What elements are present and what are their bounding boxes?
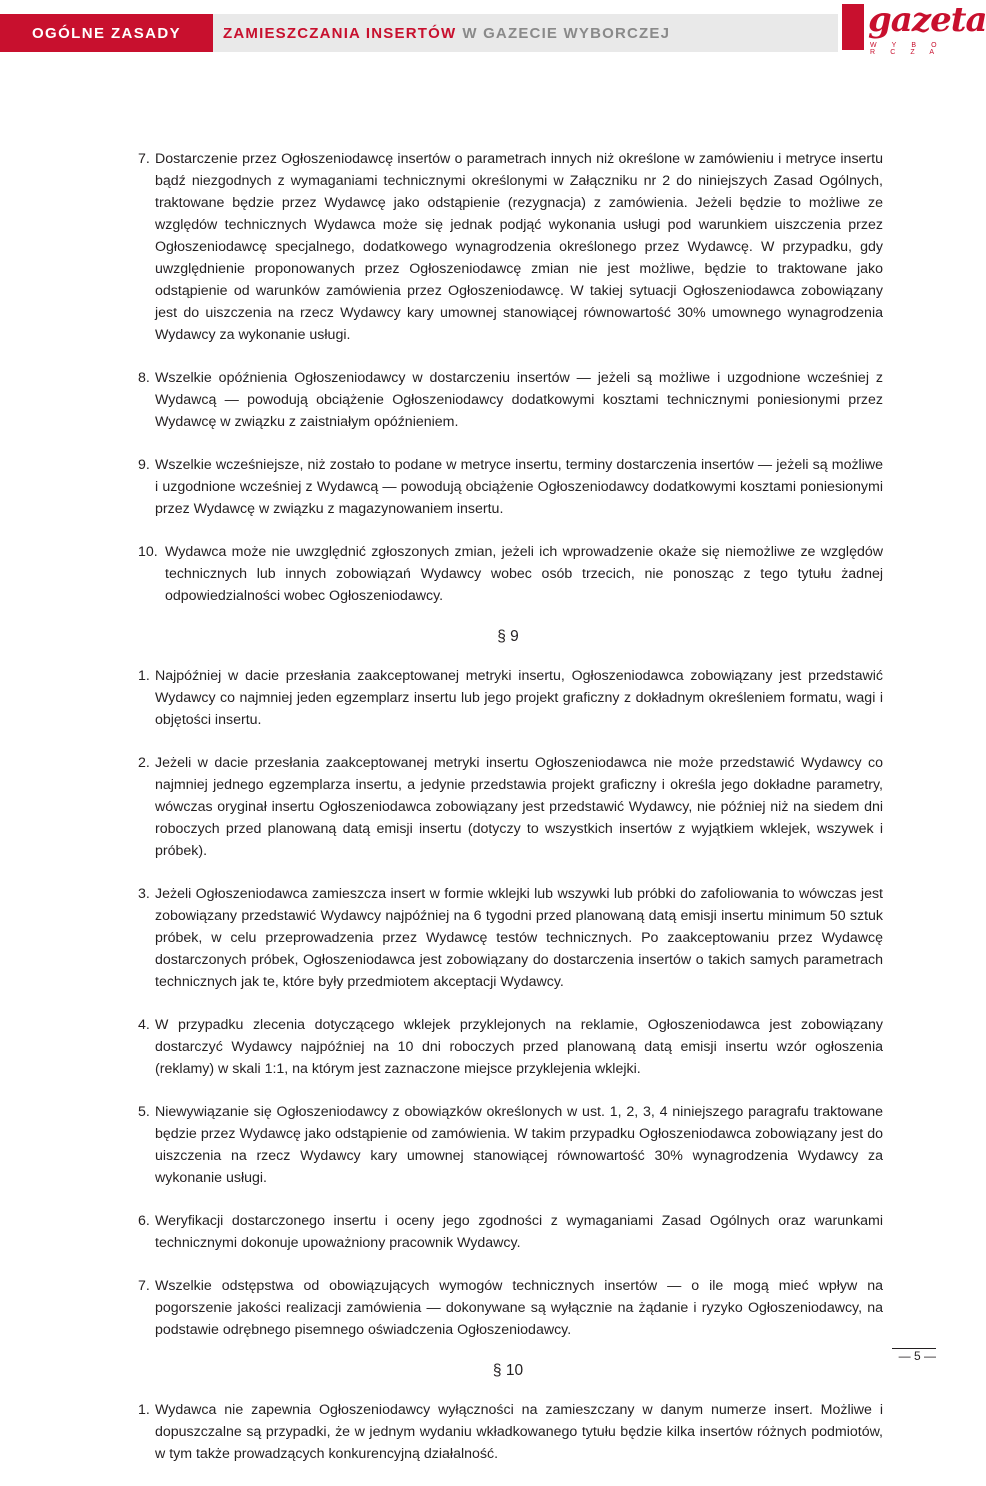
gazeta-logo [842, 0, 986, 56]
list-item [138, 367, 883, 433]
banner-title-light: W GAZECIE WYBORCZEJ [462, 24, 671, 42]
list-item [138, 665, 883, 731]
banner-title-right [213, 14, 838, 52]
item-number: 6. [138, 1213, 150, 1229]
list-item [138, 1101, 883, 1189]
list-item [138, 1399, 883, 1465]
list-item [138, 148, 883, 346]
item-text: Wydawca może nie uwzględnić zgłoszonych zmian, jeżeli ich wprowadzenie okaże się niemożliwe ze względów technicznych lub innych zobowiązań Wydawcy wobec osób trzecich, nie ponosząc z tego tytułu żadnej odpowiedzialności wobec Ogłoszeniodawcy. [165, 544, 883, 604]
logo-subtitle: W Y B O R C Z A [870, 42, 944, 56]
item-text: Wszelkie wcześniejsze, niż zostało to podane w metryce insertu, terminy dostarczenia insertów — jeżeli są możliwe i uzgodnione wcześniej z Wydawcą — powodują obciążenie Ogłoszeniodawcy dodatkowymi kosztami poniesionymi przez Wydawcę w związku z magazynowaniem insertu. [155, 457, 883, 517]
item-text: Wydawca nie zapewnia Ogłoszeniodawcy wyłączności na zamieszczany w danym numerze insert. Możliwe i dopuszczalne są przypadki, że w jednym wydaniu wkładkowanego tytułu będzie kilka insertów różnych podmiotów, w tym także prowadzących konkurencyjną działalność. [155, 1402, 883, 1462]
page-number: — 5 — [892, 1348, 936, 1363]
item-text: Jeżeli Ogłoszeniodawca zamieszcza insert w formie wklejki lub wszywki lub próbki do zafoliowania to wówczas jest zobowiązany przedstawić Wydawcy najpóźniej na 6 tygodni przed planowaną datą emisji insertu minimum 50 sztuk próbek, w celu przeprowadzenia przez Wydawcę testów technicznych. Po zaakceptowaniu przez Wydawcę dostarczonych próbek, Ogłoszeniodawca jest zobowiązany do dostarczenia insertów o takich samych parametrach technicznych jak te, które były przedmiotem akceptacji Wydawcy. [155, 886, 883, 990]
list-item [138, 541, 883, 607]
item-text: Wszelkie opóźnienia Ogłoszeniodawcy w dostarczeniu insertów — jeżeli są możliwe i uzgodnione wcześniej z Wydawcą — powodują obciążenie Ogłoszeniodawcy dodatkowymi kosztami technicznymi poniesionymi przez Wydawcę w związku z zaistniałym opóźnieniem. [155, 370, 883, 430]
item-number: 8. [138, 370, 150, 386]
item-text: Wszelkie odstępstwa od obowiązujących wymogów technicznych insertów — o ile mogą mieć wpływ na pogorszenie jakości realizacji zamówienia — dokonywane są wyłącznie na żądanie i ryzyko Ogłoszeniodawcy, na podstawie odrębnego pisemnego oświadczenia Ogłoszeniodawcy. [155, 1278, 883, 1338]
item-number: 7. [138, 151, 150, 167]
list-item [138, 1210, 883, 1254]
item-number: 10. [138, 544, 158, 560]
item-number: 1. [138, 668, 150, 684]
item-text: Dostarczenie przez Ogłoszeniodawcę insertów o parametrach innych niż określone w zamówieniu i metryce insertu bądź niezgodnych z wymaganiami technicznymi określonymi w Załączniku nr 2 do niniejszych Zasad Ogólnych, traktowane będzie przez Wydawcę jako odstąpienie (rezygnacja) z zamówienia. Jeżeli będzie to możliwe ze względów technicznych Wydawca może się jednak podjąć wykonania usługi pod warunkiem uiszczenia przez Ogłoszeniodawcę specjalnego, dodatkowego wynagrodzenia określonego przez Wydawcę. W przypadku, gdy uwzględnienie proponowanych przez Ogłoszeniodawcę zmian nie jest możliwe, będzie to traktowane jako odstąpienie od warunków zamówienia przez Ogłoszeniodawcę. W takiej sytuacji Ogłoszeniodawca zobowiązany jest do uiszczenia na rzecz Wydawcy kary umownej stanowiącej równowartość 30% umownego wynagrodzenia Wydawcy za wykonanie usługi. [155, 151, 883, 343]
item-text: Niewywiązanie się Ogłoszeniodawcy z obowiązków określonych w ust. 1, 2, 3, 4 niniejszego paragrafu traktowane będzie przez Wydawcę jako odstąpienie od zamówienia. W takim przypadku Ogłoszeniodawca zobowiązany jest do uiszczenia na rzecz Wydawcy kary umownej stanowiącej równowartość 30% wynagrodzenia Wydawcy za wykonanie usługi. [155, 1104, 883, 1186]
section-9 [138, 665, 883, 1341]
item-number: 4. [138, 1017, 150, 1033]
item-number: 3. [138, 886, 150, 902]
item-text: Najpóźniej w dacie przesłania zaakceptowanej metryki insertu, Ogłoszeniodawca zobowiązany jest przedstawić Wydawcy co najmniej jeden egzemplarz insertu lub jego projekt graficzny z dokładnym określeniem formatu, wagi i objętości insertu. [155, 668, 883, 728]
item-text: Jeżeli w dacie przesłania zaakceptowanej metryki insertu Ogłoszeniodawca nie może przedstawić Wydawcy co najmniej jednego egzemplarza insertu, a jedynie przedstawia projekt graficzny i określa jego dokładne parametry, wówczas oryginał insertu Ogłoszeniodawca zobowiązany jest przedstawić Wydawcy, nie później niż na siedem dni roboczych przed planowaną datą emisji insertu (dotyczy to wszystkich insertów z wyjątkiem wklejek, wszywek i próbek). [155, 755, 883, 859]
banner-title-left: OGÓLNE ZASADY [0, 14, 213, 52]
item-number: 2. [138, 755, 150, 771]
list-item [138, 752, 883, 862]
header-banner [0, 14, 838, 52]
section-continued [138, 148, 883, 607]
item-number: 7. [138, 1278, 150, 1294]
list-item [138, 1014, 883, 1080]
banner-title-dark: ZAMIESZCZANIA INSERTÓW [223, 24, 457, 42]
item-number: 5. [138, 1104, 150, 1120]
item-number: 9. [138, 457, 150, 473]
section-heading-9: § 9 [497, 628, 519, 645]
item-number: 1. [138, 1402, 150, 1418]
list-item [138, 1275, 883, 1341]
list-item [138, 454, 883, 520]
list-item [138, 883, 883, 993]
section-10 [138, 1399, 883, 1465]
logo-wordmark: gazeta [868, 0, 986, 40]
document-body [138, 148, 883, 1486]
item-text: W przypadku zlecenia dotyczącego wklejek przyklejonych na reklamie, Ogłoszeniodawca jest zobowiązany dostarczyć Wydawcy najpóźniej na 10 dni roboczych przed planowaną datą emisji insertu wzór ogłoszenia (reklamy) w skali 1:1, na którym jest zaznaczone miejsce przyklejenia wklejki. [155, 1017, 883, 1077]
item-text: Weryfikacji dostarczonego insertu i oceny jego zgodności z wymaganiami Zasad Ogólnych oraz warunkami technicznymi dokonuje upoważniony pracownik Wydawcy. [155, 1213, 883, 1251]
section-heading-10: § 10 [492, 1362, 524, 1379]
logo-red-block [842, 4, 864, 50]
